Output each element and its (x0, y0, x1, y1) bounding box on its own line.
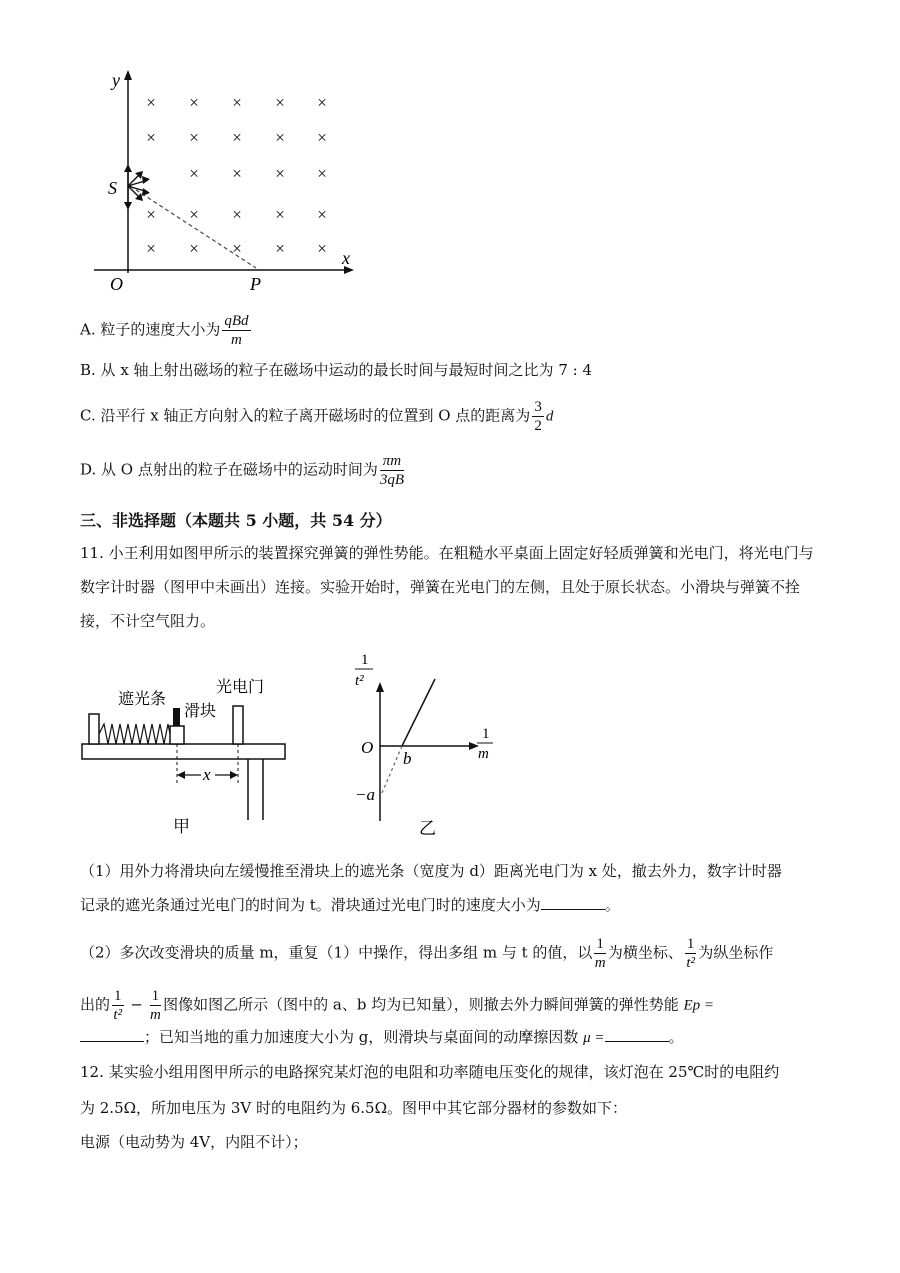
field-cross-mark: × (317, 128, 327, 147)
point-s-label: S (108, 178, 117, 198)
frac-inv-m-b (150, 987, 162, 1024)
section-heading: 三、非选择题（本题共 5 小题，共 54 分） (80, 511, 392, 530)
distance-x-label: x (203, 765, 211, 784)
magnetic-field-figure (90, 68, 360, 298)
field-cross-mark: × (232, 239, 242, 258)
point-p-label: P (250, 274, 261, 294)
option-c-fraction (532, 398, 544, 435)
q11-part2-text-c1: ；已知当地的重力加速度大小为 g，则滑块与桌面间的动摩擦因数 (144, 1028, 579, 1046)
graph-origin-label: O (361, 738, 374, 757)
q11-part1-end: 。 (604, 896, 620, 914)
photogate-label: 光电门 (216, 679, 265, 696)
q11-part2-line2: 出的 $\frac{1}{\text{t²}}$ − $\frac{1}{m}$ 图像如图乙所示（图中的 a、b 均为已知量），则撤去外力瞬间弹簧的弹性势能 Ep = (80, 988, 715, 1023)
option-c (80, 398, 553, 435)
q11-part2-text-a1: （2）多次改变滑块的质量 m，重复（1）中操作，得出多组 m 与 t 的值，以 (80, 943, 593, 962)
option-a-fraction (222, 312, 250, 349)
option-d (80, 452, 406, 489)
option-d-numerator: πm (380, 452, 404, 471)
field-cross-mark: × (275, 205, 285, 224)
option-a-denominator: m (231, 332, 242, 348)
figure-jia-apparatus (80, 668, 295, 838)
friction-coef-symbol: μ = (583, 1030, 605, 1046)
q11-part2-line1 (80, 935, 773, 972)
field-cross-mark: × (146, 93, 156, 112)
field-cross-mark: × (317, 239, 327, 258)
field-cross-mark: × (232, 93, 242, 112)
option-b (80, 359, 592, 381)
option-a-text: A. 粒子的速度大小为 (80, 320, 221, 339)
field-cross-mark: × (275, 93, 285, 112)
field-cross-mark: × (232, 128, 242, 147)
figure-yi-caption: 乙 (419, 819, 436, 838)
figure-jia-caption: 甲 (173, 817, 190, 836)
q11-part2-line3 (80, 1026, 684, 1049)
frac-inv-t2-b-den: t² (113, 1007, 123, 1023)
field-cross-mark: × (189, 164, 199, 183)
frac-inv-t2-b (112, 987, 124, 1024)
q11-part2-text-a3: 为纵坐标作 (698, 943, 774, 962)
figure-yi-graph (325, 646, 505, 841)
frac-inv-m-num: 1 (596, 936, 604, 952)
answer-blank-friction[interactable] (605, 1027, 669, 1042)
field-cross-mark: × (232, 205, 242, 224)
option-d-fraction (380, 452, 404, 489)
option-c-text: C. 沿平行 x 轴正方向射入的粒子离开磁场时的位置到 O 点的距离为 (80, 406, 531, 425)
field-cross-mark: × (275, 128, 285, 147)
frac-inv-m-b-num: 1 (151, 988, 160, 1004)
x-axis-label: x (342, 248, 350, 268)
answer-blank-velocity[interactable] (541, 895, 605, 910)
option-d-denominator: 3qB (379, 472, 405, 488)
shade-bar-label: 遮光条 (118, 691, 167, 708)
option-b-text: B. 从 x 轴上射出磁场的粒子在磁场中运动的最长时间与最短时间之比为 7 : 4 (80, 361, 593, 379)
q11-part1-text: 记录的遮光条通过光电门的时间为 t。滑块通过光电门时的速度大小为 (80, 896, 541, 914)
option-c-denominator: 2 (534, 418, 542, 434)
field-cross-mark: × (317, 93, 327, 112)
field-cross-mark: × (189, 239, 199, 258)
q12-line2: 为 2.5Ω，所加电压为 3V 时的电阻约为 6.5Ω。图甲中其它部分器材的参数如下： (80, 1099, 628, 1117)
option-c-numerator: 3 (534, 399, 542, 415)
field-cross-mark: × (146, 205, 156, 224)
answer-blank-energy[interactable] (80, 1027, 144, 1042)
field-cross-mark: × (275, 164, 285, 183)
frac-inv-t2 (685, 935, 697, 972)
elastic-energy-symbol: Ep = (683, 997, 715, 1014)
frac-inv-t2-den: t² (686, 955, 695, 971)
field-cross-mark: × (189, 93, 199, 112)
field-cross-mark: × (146, 128, 156, 147)
frac-inv-m-b-den: m (149, 1007, 161, 1023)
q11-part2-text-b1: 出的 (80, 995, 111, 1014)
option-a-numerator: qBd (224, 313, 249, 329)
frac-inv-t2-b-num: 1 (114, 988, 122, 1004)
frac-inv-t2-num: 1 (686, 936, 695, 952)
q12-line3: 电源（电动势为 4V，内阻不计）； (80, 1133, 308, 1151)
field-cross-mark: × (189, 205, 199, 224)
field-cross-mark: × (189, 128, 199, 147)
option-d-text: D. 从 O 点射出的粒子在磁场中的运动时间为 (80, 460, 378, 479)
q12-line1: 12. 某实验小组用图甲所示的电路探究某灯泡的电阻和功率随电压变化的规律，该灯泡在 25℃时的电阻约 (80, 1063, 780, 1081)
frac-inv-m (594, 935, 606, 972)
q11-part2-text-b2: 图像如图乙所示（图中的 a、b 均为已知量），则撤去外力瞬间弹簧的弹性势能 (163, 995, 679, 1014)
slider-label: 滑块 (184, 703, 217, 720)
y-label-denominator: t² (355, 673, 364, 689)
field-cross-mark: × (146, 239, 156, 258)
frac-inv-m-den: m (594, 955, 606, 971)
field-cross-mark: × (232, 164, 242, 183)
intercept-b-label: b (403, 749, 412, 768)
origin-label: O (110, 274, 123, 294)
q11-part2-text-a2: 为横坐标、 (607, 943, 683, 962)
field-cross-mark: × (275, 239, 285, 258)
y-axis-label: y (112, 70, 120, 90)
field-cross-mark: × (317, 164, 327, 183)
q11-part1-line1: （1）用外力将滑块向左缓慢推至滑块上的遮光条（宽度为 d）距离光电门为 x 处，撤去外力，数字计时器 (80, 862, 782, 880)
x-label-numerator: 1 (482, 726, 490, 742)
y-label-numerator: 1 (361, 652, 369, 668)
option-a (80, 312, 253, 349)
option-c-variable: d (545, 408, 554, 425)
q11-intro: 11. 小王利用如图甲所示的装置探究弹簧的弹性势能。在粗糙水平桌面上固定好轻质弹簧和光电门，将光电门与数字计时器（图甲中未画出）连接。实验开始时，弹簧在光电门的左侧，且处于原长状态。小滑块与弹簧不拴接，不计空气阻力。 (80, 544, 814, 630)
field-cross-mark: × (317, 205, 327, 224)
intercept-neg-a-label: −a (355, 785, 375, 804)
q11-part2-end: 。 (668, 1028, 684, 1046)
q11-part1-line2 (80, 894, 620, 916)
x-label-denominator: m (478, 746, 489, 762)
